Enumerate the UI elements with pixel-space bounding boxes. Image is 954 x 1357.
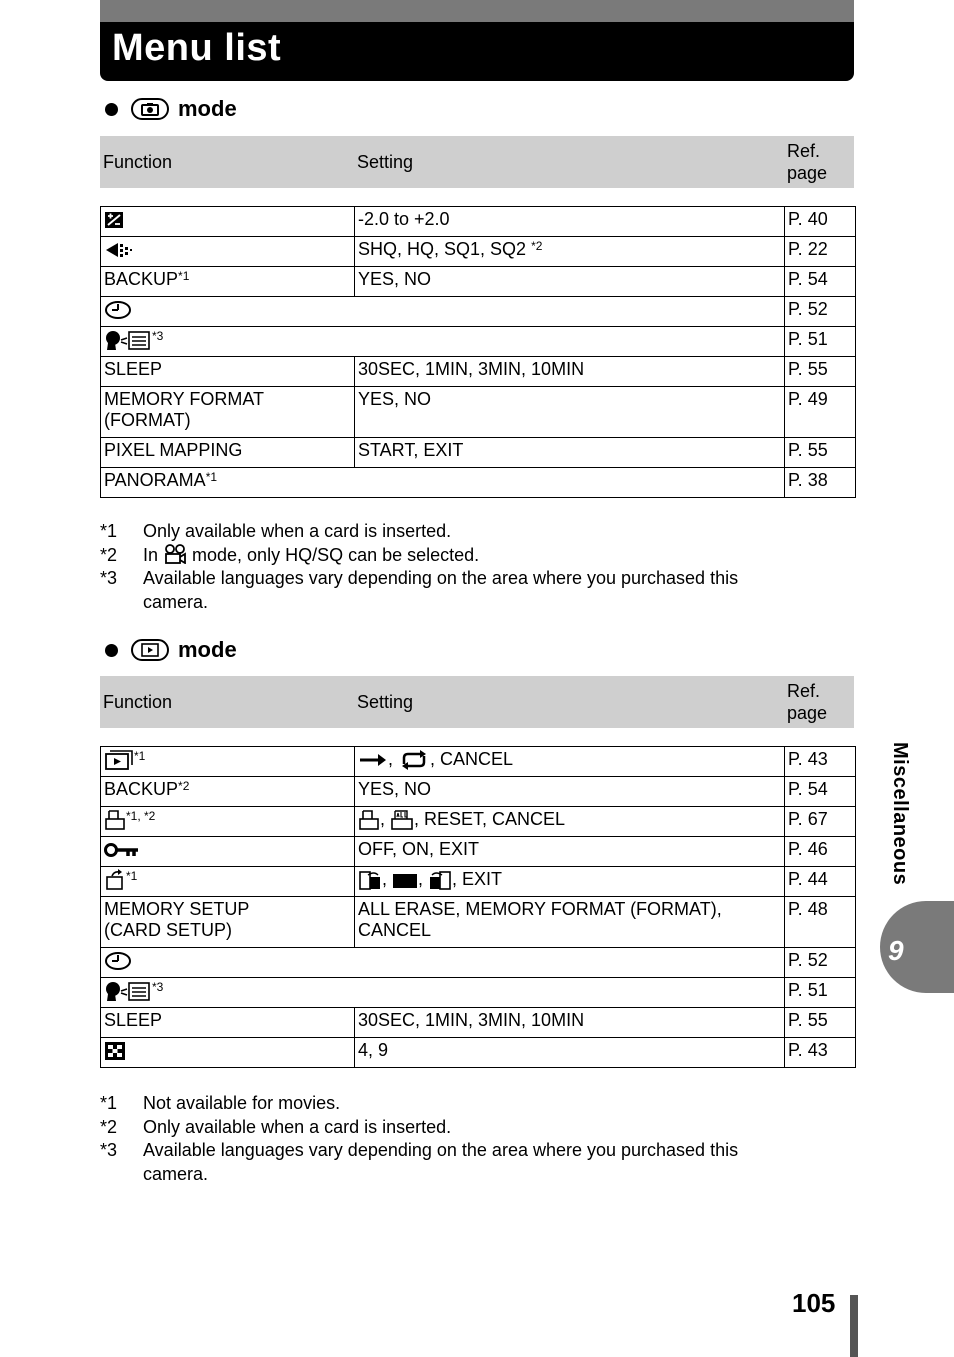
rotate-left-icon — [428, 869, 452, 891]
footnote — [100, 567, 840, 614]
ref-cell: P. 55 — [785, 438, 856, 468]
footnote-mark: *1 — [134, 749, 146, 763]
table-row — [101, 357, 856, 387]
footnote-line-1: Available languages vary depending on the area where you purchased this — [143, 1140, 739, 1160]
ref-cell: P. 49 — [785, 387, 856, 438]
function-cell — [101, 978, 785, 1008]
function-text: MEMORY SETUP — [104, 899, 250, 919]
header-page: page — [787, 703, 828, 723]
footnote-mark: *2 — [178, 779, 190, 793]
header-function: Function — [103, 152, 173, 172]
ref-cell: P. 43 — [785, 1038, 856, 1068]
footnote — [100, 1092, 840, 1116]
table-row — [101, 978, 856, 1008]
setting-cell — [355, 867, 785, 897]
setting-cell: 30SEC, 1MIN, 3MIN, 10MIN — [355, 1008, 785, 1038]
slideshow-icon — [104, 749, 134, 771]
page-number-bar — [850, 1295, 858, 1357]
ref-cell: P. 51 — [785, 327, 856, 357]
setting-cell: YES, NO — [355, 777, 785, 807]
table-header — [100, 136, 854, 188]
rotate-icon — [398, 750, 430, 770]
function-cell: SLEEP — [101, 357, 355, 387]
ref-cell: P. 52 — [785, 297, 856, 327]
setting-cell — [355, 747, 785, 777]
footnote-mark: *3 — [152, 329, 164, 343]
table-row — [101, 1038, 856, 1068]
bullet-icon — [105, 644, 118, 657]
page-number: 105 — [792, 1288, 836, 1318]
title-bar — [100, 0, 854, 81]
footnote-line-2: camera. — [143, 591, 209, 612]
table-row — [101, 747, 856, 777]
ref-cell: P. 22 — [785, 237, 856, 267]
footnote-line-2: camera. — [143, 1163, 209, 1184]
table-row — [101, 267, 856, 297]
ref-cell: P. 46 — [785, 837, 856, 867]
footnote-mark: *1 — [178, 269, 190, 283]
language-icon — [104, 329, 152, 351]
setting-cell — [355, 237, 785, 267]
protect-key-icon — [104, 841, 140, 859]
footnote-mark: *2 — [531, 239, 543, 253]
function-cell — [101, 807, 355, 837]
ref-cell: P. 55 — [785, 357, 856, 387]
movie-icon — [163, 544, 187, 564]
setting-cell: YES, NO — [355, 267, 785, 297]
header-setting: Setting — [357, 152, 414, 172]
print-order-icon — [104, 809, 126, 831]
bullet-icon — [105, 103, 118, 116]
table-row — [101, 438, 856, 468]
rotate-image-icon — [104, 869, 126, 891]
print-icon — [358, 809, 380, 831]
footnote-text — [143, 567, 738, 614]
header-ref: Ref. — [787, 681, 821, 701]
function-cell — [101, 948, 785, 978]
footnote-mark: *3 — [100, 1140, 118, 1160]
table-row — [101, 207, 856, 237]
table-row — [101, 327, 856, 357]
ref-cell: P. 44 — [785, 867, 856, 897]
footnote-mark: *1 — [100, 1093, 118, 1113]
ref-cell: P. 38 — [785, 468, 856, 498]
function-cell: SLEEP — [101, 1008, 355, 1038]
ref-cell: P. 54 — [785, 267, 856, 297]
footnote-mark: *1, *2 — [126, 809, 156, 823]
function-cell — [101, 297, 785, 327]
table-row — [101, 897, 856, 948]
function-cell — [101, 327, 785, 357]
footnote-line-1: Available languages vary depending on the area where you purchased this — [143, 568, 739, 588]
exposure-compensation-icon — [104, 211, 124, 229]
setting-cell: 4, 9 — [355, 1038, 785, 1068]
header-ref: Ref. — [787, 141, 821, 161]
setting-cell: YES, NO — [355, 387, 785, 438]
index-display-icon — [104, 1041, 126, 1061]
chapter-side-label: Miscellaneous — [889, 742, 911, 886]
header-function: Function — [103, 692, 173, 712]
page-title: Menu list — [112, 27, 282, 69]
ref-cell: P. 43 — [785, 747, 856, 777]
function-cell — [101, 237, 355, 267]
function-cell — [101, 1038, 355, 1068]
ref-cell: P. 52 — [785, 948, 856, 978]
setting-cell: OFF, ON, EXIT — [355, 837, 785, 867]
table-row — [101, 867, 856, 897]
footnote — [100, 1139, 840, 1186]
function-text-2: (FORMAT) — [104, 410, 191, 430]
footnote — [100, 520, 840, 544]
table-row — [101, 297, 856, 327]
table-row — [101, 837, 856, 867]
setting-text-2: CANCEL — [358, 920, 432, 940]
function-cell — [101, 897, 355, 948]
print-all-icon — [390, 809, 414, 831]
black-rect-icon — [392, 871, 418, 889]
record-mode-icon — [104, 241, 134, 259]
setting-text: , RESET, CANCEL — [414, 809, 566, 829]
footnote-mark: *1 — [100, 521, 118, 541]
table-header — [100, 676, 854, 728]
ref-cell: P. 54 — [785, 777, 856, 807]
footnotes-playback — [100, 1092, 840, 1186]
footnote-text — [143, 544, 479, 568]
setting-cell: -2.0 to +2.0 — [355, 207, 785, 237]
setting-cell: START, EXIT — [355, 438, 785, 468]
footnote-mark: *1 — [126, 869, 138, 883]
table-row — [101, 807, 856, 837]
footnote-mark: *2 — [100, 544, 118, 565]
footnote-mark: *1 — [205, 470, 218, 484]
menu-table-shooting — [100, 206, 856, 498]
setting-text: , — [380, 809, 391, 829]
footnote-text-after: mode, only HQ/SQ can be selected. — [187, 544, 480, 565]
chapter-tab — [880, 901, 954, 993]
table-row — [101, 237, 856, 267]
table-row — [101, 468, 856, 498]
footnote-text: Only available when a card is inserted. — [143, 1116, 452, 1137]
function-text: PANORAMA — [104, 470, 206, 490]
footnote — [100, 544, 840, 568]
footnote-mark: *3 — [100, 568, 118, 588]
footnote — [100, 1116, 840, 1140]
title-strip — [100, 0, 854, 22]
table-row — [101, 1008, 856, 1038]
setting-cell — [355, 897, 785, 948]
ref-cell: P. 67 — [785, 807, 856, 837]
table-row — [101, 387, 856, 438]
function-cell — [101, 468, 785, 498]
setting-cell: 30SEC, 1MIN, 3MIN, 10MIN — [355, 357, 785, 387]
table-row — [101, 948, 856, 978]
section-heading-shooting — [105, 94, 237, 124]
arrow-icon — [358, 752, 388, 768]
mode-label: mode — [178, 96, 237, 121]
setting-text: , — [382, 869, 393, 889]
setting-cell — [355, 807, 785, 837]
function-cell: PIXEL MAPPING — [101, 438, 355, 468]
camera-icon — [131, 98, 169, 120]
footnote-text: Only available when a card is inserted. — [143, 521, 452, 541]
rotate-right-icon — [358, 869, 382, 891]
setting-text: , — [388, 749, 399, 769]
function-cell — [101, 387, 355, 438]
table-row — [101, 777, 856, 807]
function-cell — [101, 207, 355, 237]
setting-text: , CANCEL — [430, 749, 514, 769]
setting-text: , EXIT — [452, 869, 503, 889]
function-cell — [101, 747, 355, 777]
function-cell — [101, 867, 355, 897]
setting-text: SHQ, HQ, SQ1, SQ2 — [358, 239, 532, 259]
footnote-text — [143, 1139, 738, 1186]
mode-label: mode — [178, 637, 237, 662]
function-text-2: (CARD SETUP) — [104, 920, 233, 940]
function-text: BACKUP — [104, 269, 179, 289]
ref-cell: P. 51 — [785, 978, 856, 1008]
footnote-mark: *3 — [152, 980, 164, 994]
function-cell — [101, 837, 355, 867]
header-setting: Setting — [357, 692, 414, 712]
footnotes-shooting — [100, 520, 840, 614]
ref-cell: P. 40 — [785, 207, 856, 237]
function-text: BACKUP — [104, 779, 179, 799]
footnote-text: Not available for movies. — [143, 1093, 341, 1113]
header-page: page — [787, 163, 828, 183]
language-icon — [104, 980, 152, 1002]
footnote-mark: *2 — [100, 1116, 118, 1137]
chapter-number: 9 — [888, 935, 904, 966]
ref-cell: P. 55 — [785, 1008, 856, 1038]
function-cell — [101, 267, 355, 297]
footnote-text-before: In — [143, 544, 164, 565]
section-heading-playback — [105, 635, 237, 665]
menu-table-playback — [100, 746, 856, 1068]
setting-text: , — [418, 869, 429, 889]
function-cell — [101, 777, 355, 807]
playback-icon — [131, 639, 169, 661]
setting-text: ALL ERASE, MEMORY FORMAT (FORMAT), — [358, 899, 722, 919]
ref-cell: P. 48 — [785, 897, 856, 948]
clock-icon — [104, 300, 132, 320]
function-text: MEMORY FORMAT — [104, 389, 265, 409]
clock-icon — [104, 951, 132, 971]
